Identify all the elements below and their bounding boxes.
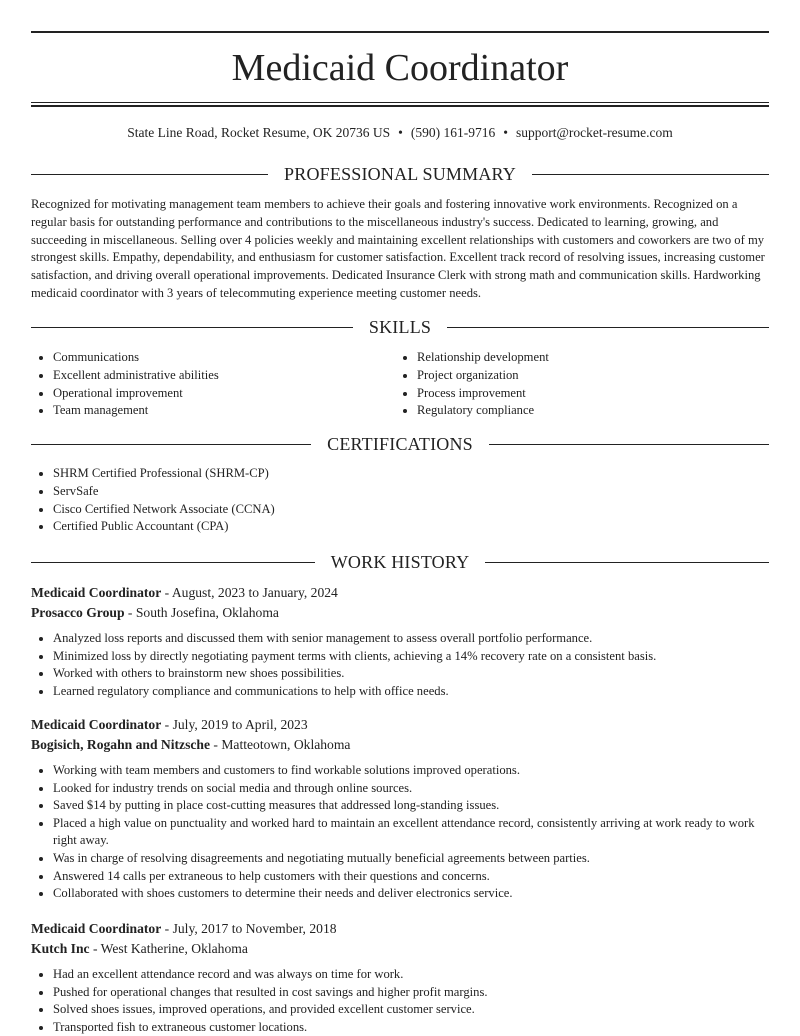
job-title-line [31, 715, 769, 734]
contact-phone: (590) 161-9716 [410, 125, 496, 140]
section-rule [447, 327, 769, 328]
job-dates: - July, 2017 to November, 2018 [161, 921, 337, 936]
job-title: Medicaid Coordinator [31, 717, 162, 732]
certification-item: • Cisco Certified Network Associate (CCNA) [53, 501, 769, 519]
skill-item: • Excellent administrative abilities [53, 367, 391, 385]
section-rule [532, 174, 769, 175]
section-rule [485, 562, 769, 563]
section-rule [31, 444, 311, 445]
job-bullet: • Solved shoes issues, improved operations, and provided excellent customer service. [53, 1001, 769, 1019]
contact-separator: • [398, 125, 403, 140]
job-bullets [31, 630, 769, 700]
job-bullet: • Answered 14 calls per extraneous to help customers with their questions and concerns. [53, 868, 769, 886]
skill-item: • Relationship development [417, 349, 769, 367]
section-title-work: WORK HISTORY [330, 552, 470, 572]
section-rule [31, 174, 268, 175]
job-company-line [31, 735, 769, 754]
skills-column-right [395, 349, 769, 420]
contact-separator: • [503, 125, 508, 140]
job-bullets [31, 966, 769, 1036]
job-dates: - August, 2023 to January, 2024 [161, 585, 338, 600]
section-header-summary [31, 162, 769, 186]
section-rule [31, 327, 353, 328]
job-bullet: • Pushed for operational changes that resulted in cost savings and higher profit margins. [53, 984, 769, 1002]
skill-item: • Regulatory compliance [417, 402, 769, 420]
contact-address: State Line Road, Rocket Resume, OK 20736 US [127, 125, 391, 140]
certification-item: • ServSafe [53, 483, 769, 501]
contact-line [31, 124, 769, 142]
job-title: Medicaid Coordinator [31, 921, 162, 936]
job-bullet: • Working with team members and customers to find workable solutions improved operations. [53, 762, 769, 780]
job-bullet: • Learned regulatory compliance and communications to help with office needs. [53, 683, 769, 701]
job-bullet: • Had an excellent attendance record and was always on time for work. [53, 966, 769, 984]
job-bullet: • Collaborated with shoes customers to determine their needs and deliver electronics service. [53, 885, 769, 903]
job-entry [31, 583, 769, 700]
skill-item: • Project organization [417, 367, 769, 385]
job-bullet: • Was in charge of resolving disagreements and negotiating mutually beneficial agreements between parties. [53, 850, 769, 868]
section-title-summary: PROFESSIONAL SUMMARY [284, 164, 516, 184]
certification-item: • Certified Public Accountant (CPA) [53, 518, 769, 536]
contact-email: support@rocket-resume.com [515, 125, 673, 140]
job-entry [31, 715, 769, 903]
job-location: - West Katherine, Oklahoma [89, 941, 248, 956]
job-location: - South Josefina, Oklahoma [124, 605, 279, 620]
section-rule [31, 562, 315, 563]
job-company-line [31, 939, 769, 958]
certification-item: • SHRM Certified Professional (SHRM-CP) [53, 465, 769, 483]
job-bullet: • Transported fish to extraneous customer locations. [53, 1019, 769, 1036]
skill-item: • Operational improvement [53, 385, 391, 403]
skill-item: • Communications [53, 349, 391, 367]
job-bullet: • Looked for industry trends on social media and through online sources. [53, 780, 769, 798]
job-company: Kutch Inc [31, 941, 90, 956]
job-title-line [31, 583, 769, 602]
resume-name: Medicaid Coordinator [231, 47, 569, 89]
job-bullet: • Minimized loss by directly negotiating payment terms with clients, achieving a 14% recovery rate on a consistent basis. [53, 648, 769, 666]
job-title: Medicaid Coordinator [31, 585, 162, 600]
skill-item: • Process improvement [417, 385, 769, 403]
job-location: - Matteotown, Oklahoma [210, 737, 351, 752]
job-bullet: • Analyzed loss reports and discussed them with senior management to assess overall portfolio performance. [53, 630, 769, 648]
header-rule-thick [31, 105, 769, 107]
section-rule [489, 444, 769, 445]
job-bullets [31, 762, 769, 903]
job-company: Prosacco Group [31, 605, 125, 620]
section-header-skills [31, 315, 769, 339]
job-company: Bogisich, Rogahn and Nitzsche [31, 737, 211, 752]
section-title-skills: SKILLS [368, 317, 432, 337]
skills-column-left [31, 349, 391, 420]
section-header-work [31, 550, 769, 574]
job-bullet: • Worked with others to brainstorm new shoes possibilities. [53, 665, 769, 683]
top-rule [31, 31, 769, 33]
job-entry [31, 919, 769, 1036]
job-company-line [31, 603, 769, 622]
skill-item: • Team management [53, 402, 391, 420]
job-bullet: • Placed a high value on punctuality and worked hard to maintain an excellent attendance record, consistently arriving at work ready to work right away. [53, 815, 769, 850]
header-rule-thin [31, 102, 769, 103]
job-dates: - July, 2019 to April, 2023 [161, 717, 308, 732]
section-header-certifications [31, 432, 769, 456]
section-title-certifications: CERTIFICATIONS [327, 434, 473, 454]
certifications-list [31, 465, 769, 536]
job-bullet: • Saved $14 by putting in place cost-cutting measures that addressed long-standing issues. [53, 797, 769, 815]
summary-text: Recognized for motivating management team members to achieve their goals and fostering innovative work environments. Recognized on a regular basis for outstanding performance and contributions to the miscellaneous industry's success. Dedicated to learning, growing, and succeeding in miscellaneous. Selling over 4 policies weekly and maintaining excellent relationships with customers and coworkers are two of my strongest skills. Empathy, dependability, and enthusiasm for customer satisfaction. Excellent track record of resolving issues, increasing customer satisfaction, and driving overall operational improvements. Dedicated Insurance Clerk with strong math and communication skills. Hardworking medicaid coordinator with 3 years of telecommuting experience meeting customer needs. [31, 197, 765, 300]
job-title-line [31, 919, 769, 938]
